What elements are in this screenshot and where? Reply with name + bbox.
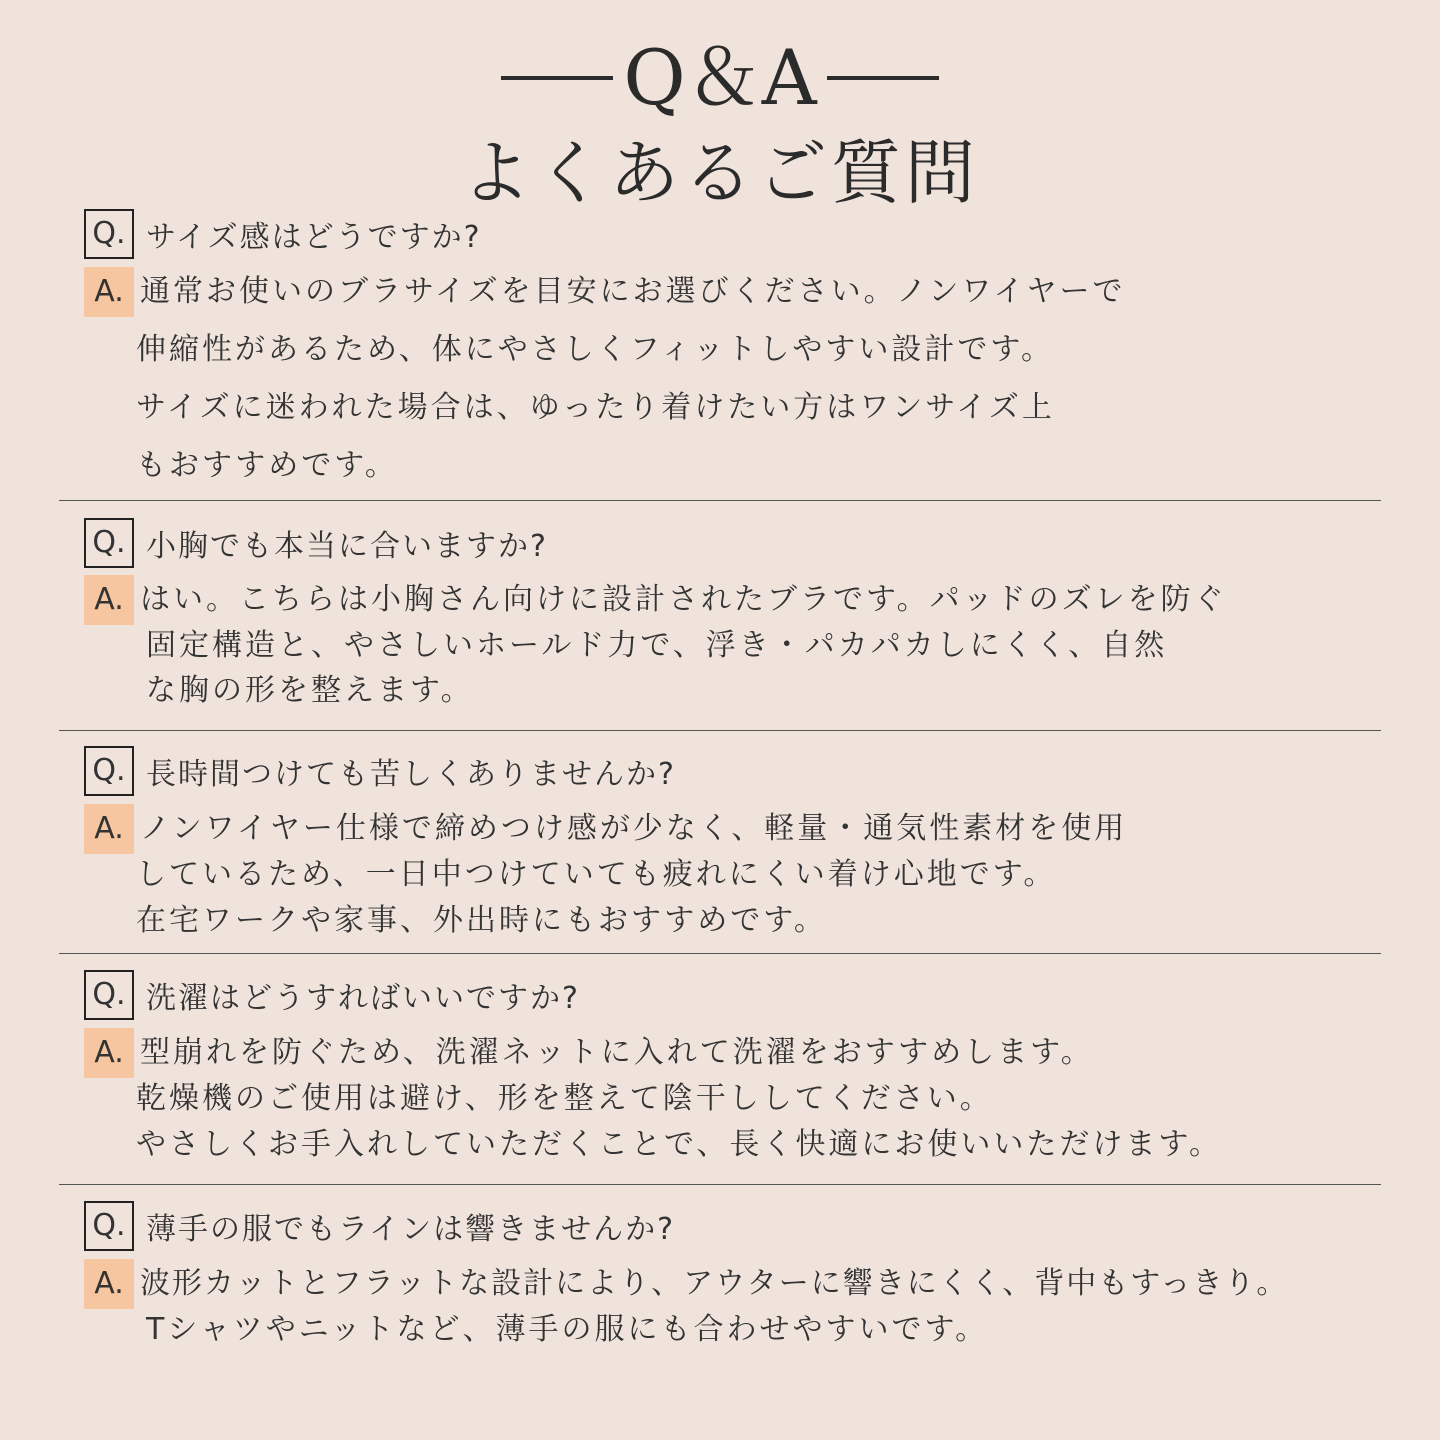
question-badge: Q. xyxy=(84,209,134,259)
answer-row xyxy=(84,1259,134,1309)
section-divider xyxy=(59,953,1381,954)
question-row xyxy=(84,209,482,259)
answer-line: しているため、一日中つけていても疲れにくい着け心地です。 xyxy=(136,857,1057,892)
answer-line: やさしくお手入れしていただくことで、長く快適にお使いいただけます。 xyxy=(136,1127,1222,1162)
section-divider xyxy=(59,1184,1381,1185)
answer-row xyxy=(84,575,134,625)
question-badge: Q. xyxy=(84,518,134,568)
answer-line: Tシャツやニットなど、薄手の服にも合わせやすいです。 xyxy=(146,1312,989,1347)
heading-rule-right xyxy=(827,76,939,80)
heading-rule-left xyxy=(501,76,613,80)
header xyxy=(0,30,1440,218)
qa-heading xyxy=(0,30,1440,126)
answer-badge: A. xyxy=(84,267,134,317)
answer-line: 固定構造と、やさしいホールド力で、浮き・パカパカしにくく、自然 xyxy=(146,628,1168,663)
question-text: サイズ感はどうですか? xyxy=(146,220,482,255)
question-badge: Q. xyxy=(84,1201,134,1251)
qa-label: Q＆A xyxy=(623,33,817,122)
answer-row xyxy=(84,804,134,854)
question-row xyxy=(84,1201,675,1251)
answer-line: はい。こちらは小胸さん向けに設計されたブラです。パッドのズレを防ぐ xyxy=(140,582,1227,617)
question-text: 長時間つけても苦しくありませんか? xyxy=(146,757,676,792)
question-badge: Q. xyxy=(84,970,134,1020)
section-divider xyxy=(59,500,1381,501)
answer-line: サイズに迷われた場合は、ゆったり着けたい方はワンサイズ上 xyxy=(136,390,1055,425)
question-row xyxy=(84,970,580,1020)
answer-line: 型崩れを防ぐため、洗濯ネットに入れて洗濯をおすすめします。 xyxy=(140,1035,1094,1070)
question-row xyxy=(84,746,676,796)
question-row xyxy=(84,518,548,568)
answer-badge: A. xyxy=(84,804,134,854)
question-text: 薄手の服でもラインは響きませんか? xyxy=(146,1212,676,1247)
page-title: よくあるご質問 xyxy=(461,132,979,214)
question-text: 洗濯はどうすればいいですか? xyxy=(146,981,580,1016)
answer-badge: A. xyxy=(84,575,134,625)
answer-line: 在宅ワークや家事、外出時にもおすすめです。 xyxy=(136,903,827,938)
answer-row xyxy=(84,1028,134,1078)
answer-line: 伸縮性があるため、体にやさしくフィットしやすい設計です。 xyxy=(136,332,1054,367)
answer-row xyxy=(84,267,134,317)
question-badge: Q. xyxy=(84,746,134,796)
section-divider xyxy=(59,730,1381,731)
answer-line: 乾燥機のご使用は避け、形を整えて陰干ししてください。 xyxy=(136,1081,993,1116)
answer-line: ノンワイヤー仕様で締めつけ感が少なく、軽量・通気性素材を使用 xyxy=(140,811,1128,846)
question-text: 小胸でも本当に合いますか? xyxy=(146,529,548,564)
answer-badge: A. xyxy=(84,1028,134,1078)
answer-line: な胸の形を整えます。 xyxy=(146,673,474,708)
answer-badge: A. xyxy=(84,1259,134,1309)
answer-line: 通常お使いのブラサイズを目安にお選びください。ノンワイヤーで xyxy=(140,274,1126,309)
answer-line: 波形カットとフラットな設計により、アウターに響きにくく、背中もすっきり。 xyxy=(140,1266,1289,1301)
answer-line: もおすすめです。 xyxy=(136,448,398,483)
